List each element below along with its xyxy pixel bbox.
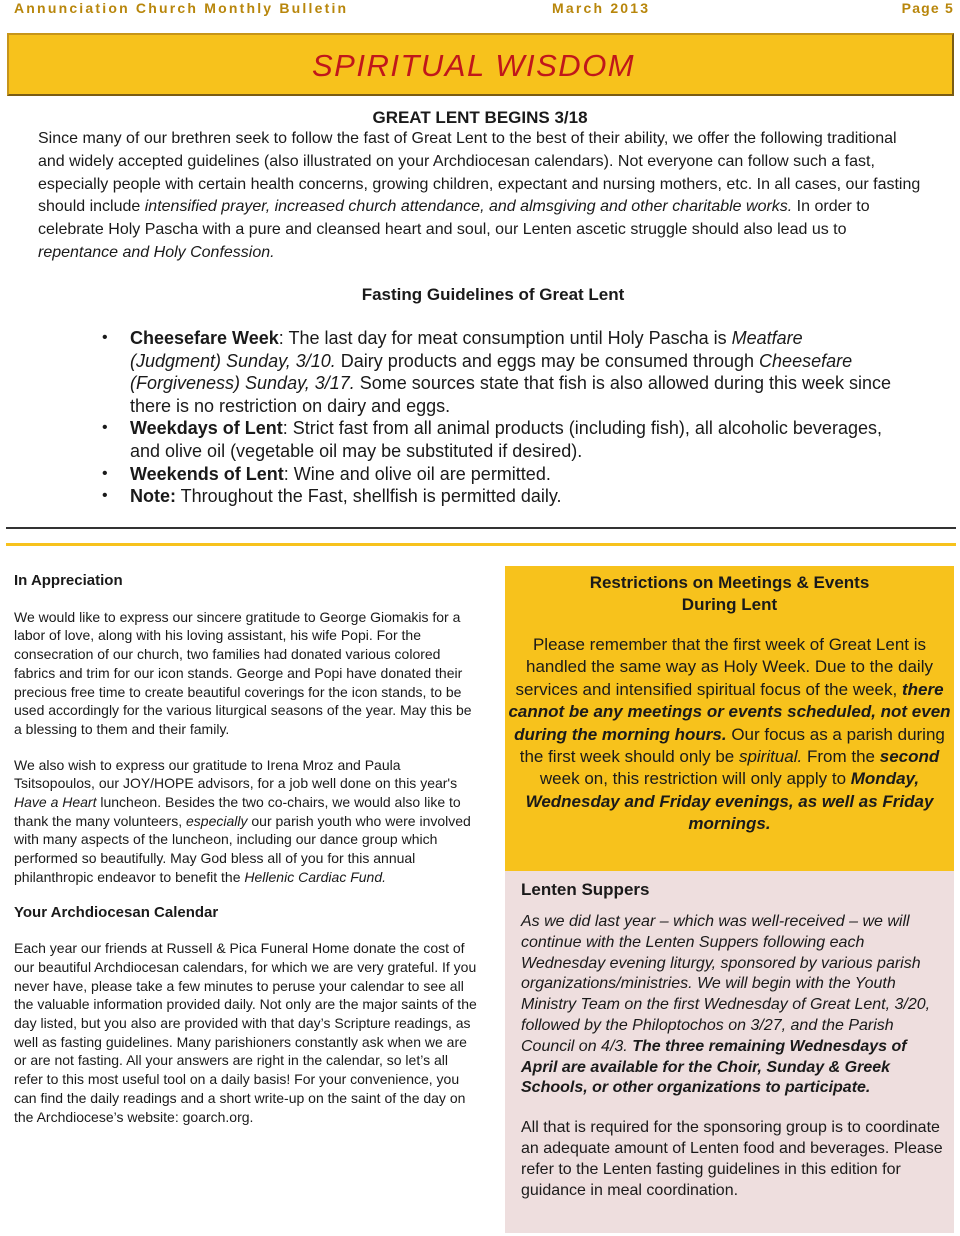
especially: especially [186, 812, 248, 829]
restrictions-box [505, 566, 954, 871]
restr-e: From the [802, 747, 880, 767]
suppers-p1-a: As we did last year – which was well-received – we will continue with the Lenten Suppers following each Wednesday evening liturgy, sponsored by various parish organizations/ministries. We will begin with the Youth Ministry Team on the first Wednesday of Great Lent, 3/20, followed by the Philoptochos on 3/27, and the Parish Council on 4/3. [521, 913, 931, 1055]
suppers-heading: Lenten Suppers [521, 880, 650, 899]
intro-text-d: repentance and Holy Confession. [38, 243, 275, 261]
hellenic-cardiac-fund: Hellenic Cardiac Fund. [244, 868, 387, 885]
appreciation-p2 [14, 756, 480, 887]
guidelines-list [102, 327, 892, 508]
restr-c: Our focus as a parish during the first week should only be [519, 724, 945, 767]
note-text: Throughout the Fast, shellfish is permitted daily. [176, 486, 562, 507]
appreciation-p2-a: We also wish to express our gratitude to Irena Mroz and Paula Tsitsopoulos, our JOY/HOPE advisors, for a job well done on this year's [14, 756, 458, 792]
list-item [102, 417, 892, 462]
guidelines-heading: Fasting Guidelines of Great Lent [361, 285, 625, 304]
suppers-box [505, 871, 954, 1233]
restrictions-heading [505, 572, 954, 616]
cheesefare-label: Cheesefare Week [130, 328, 279, 348]
restr-b: there cannot be any meetings or events scheduled, not even during the morning hours. [508, 679, 951, 744]
calendar-text: Each year our friends at Russell & Pica Funeral Home donate the cost of our beautiful Archdiocesan calendars, for which we are very grateful. If you never have, please take a few minutes to peruse your calendar to see all the valuable information provided daily. Not only are the major saints of the day listed, but you also are provided with that day’s Scripture readings, as well as fasting guidelines. Many parishioners constantly ask when we are or are not fasting. All your answers are right in the calendar, so let’s all refer to this most useful tool on a daily basis! For your convenience, you can find the daily readings and a short write-up on the saint of the day on the Archdiocese’s website: goarch.org. [14, 940, 477, 1125]
weekdays-label: Weekdays of Lent [130, 418, 283, 439]
appreciation-p1: We would like to express our sincere gratitude to George Giomakis for a labor of love, along with his loving assistant, his wife Popi. For the consecration of our church, two families had donated various colored fabrics and trim for our icon stands. George and Popi have donated their precious free time to create beautiful coverings for the icon stands, to be used accordingly for the various liturgical seasons of the year. May this be a blessing to them and their family. [14, 608, 472, 737]
list-item [102, 463, 892, 486]
restr-d: spiritual. [738, 747, 803, 767]
suppers-p2: All that is required for the sponsoring group is to coordinate an adequate amount of Lenten food and beverages. Please refer to the Lenten fasting guidelines in this edition for guidance in meal coordination. [521, 1119, 943, 1199]
divider-gold [6, 543, 956, 546]
left-column [14, 572, 480, 1143]
list-item [102, 327, 892, 417]
intro-text-c: In order to celebrate Holy Pascha with a pure and cleansed heart and soul, our Lenten ascetic struggle should also lead us to [38, 198, 870, 239]
restr-g: week on, this restriction will only apply to [539, 769, 851, 789]
appreciation-p2-e: our parish youth who were involved with many aspects of the luncheon, including our dance group which performed so beautifully. May God bless all of you for this annual philanthropic endeavor to benefit the [14, 812, 471, 885]
restr-h: Monday, Wednesday and Friday evenings, as well as Friday mornings. [525, 769, 934, 834]
meatfare-date: Meatfare (Judgment) Sunday, 3/10. [130, 328, 803, 371]
note-label: Note: [130, 486, 176, 507]
divider [6, 527, 956, 529]
intro-text-a: Since many of our brethren seek to follow the fast of Great Lent to the best of their ability, we offer the following traditional and widely accepted guidelines (also illustrated on your Archdiocesan calendars). Not everyone can follow such a fast, especially people with certain health concerns, growing children, expectant and nursing mothers, etc. In all cases, our fasting should include [38, 130, 921, 216]
cheesefare-text-2: Dairy products and eggs may be consumed through [335, 350, 760, 371]
cheesefare-text: : The last day for meat consumption until Holy Pascha is [278, 328, 732, 348]
restr-a: Please remember that the first week of Great Lent is handled the same way as Holy Week. Due to the daily services and intensified spiritual focus of the week, [515, 635, 933, 699]
have-a-heart: Have a Heart [14, 794, 97, 811]
section-banner [7, 33, 954, 96]
section-title: SPIRITUAL WISDOM [312, 48, 636, 83]
suppers-p1-b: The three remaining Wednesdays of April are available for the Choir, Sunday & Greek Schools, or other organizations to participate. [521, 1037, 907, 1097]
restr-f: second [879, 747, 940, 767]
page-number: Page 5 [901, 0, 954, 16]
weekdays-text: : Strict fast from all animal products (including fish), all alcoholic beverages, and olive oil (vegetable oil may be substituted if desired). [130, 418, 882, 461]
restrictions-heading-1: Restrictions on Meetings & Events [589, 573, 870, 592]
bulletin-title: Annunciation Church Monthly Bulletin [14, 0, 349, 16]
weekends-label: Weekends of Lent [130, 463, 284, 484]
weekends-text: : Wine and olive oil are permitted. [283, 463, 551, 484]
restrictions-heading-2: During Lent [681, 595, 778, 614]
calendar-heading: Your Archdiocesan Calendar [14, 903, 219, 921]
intro-text-b: intensified prayer, increased church attendance, and almsgiving and other charitable works. [144, 198, 793, 216]
list-item [102, 485, 892, 508]
appreciation-p2-c: luncheon. Besides the two co-chairs, we would also like to thank the many volunteers, [14, 794, 461, 829]
bulletin-date: March 2013 [552, 0, 651, 16]
cheesefare-text-3: Some sources state that fish is also allowed during this week since there is no restriction on dairy and eggs. [130, 373, 892, 416]
cheesefare-date: Cheesefare (Forgiveness) Sunday, 3/17. [130, 350, 853, 394]
appreciation-heading: In Appreciation [14, 572, 123, 589]
lent-heading: GREAT LENT BEGINS 3/18 [372, 108, 588, 127]
bulletin-header [14, 0, 954, 16]
restrictions-text [507, 634, 952, 836]
suppers-p1 [521, 912, 946, 1099]
lent-intro [38, 128, 922, 265]
